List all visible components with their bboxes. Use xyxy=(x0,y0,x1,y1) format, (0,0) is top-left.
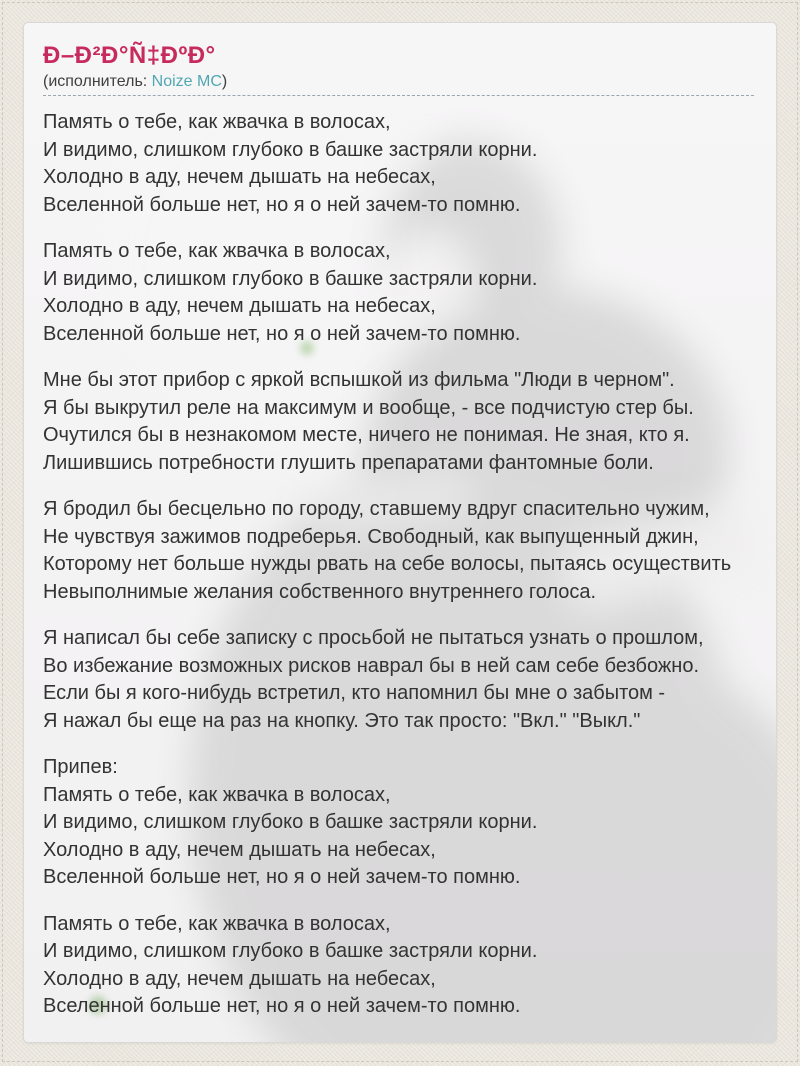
lyric-line: Я бродил бы бесцельно по городу, ставшему вдруг спасительно чужим, xyxy=(43,498,710,520)
lyric-stanza xyxy=(43,911,754,1021)
artist-link[interactable]: Noize MC xyxy=(151,73,222,90)
lyric-line: Если бы я кого-нибудь встретил, кто напомнил бы мне о забытом - xyxy=(43,682,666,704)
lyrics-card xyxy=(23,22,777,1043)
lyrics xyxy=(43,109,754,1021)
lyric-stanza xyxy=(43,754,754,892)
lyric-stanza xyxy=(43,496,754,606)
lyric-line: Память о тебе, как жвачка в волосах, xyxy=(43,912,391,935)
lyrics-content xyxy=(24,23,776,1021)
lyric-stanza xyxy=(43,238,754,348)
lyric-line: Холодно в аду, нечем дышать на небесах, xyxy=(43,838,436,861)
lyric-line: Холодно в аду, нечем дышать на небесах, xyxy=(43,295,436,317)
lyric-line: Вселенной больше нет, но я о ней зачем-то помню. xyxy=(43,322,521,345)
lyric-line: Мне бы этот прибор с яркой вспышкой из фильма "Люди в черном". xyxy=(43,369,675,391)
lyric-line: И видимо, слишком глубоко в башке застряли корни. xyxy=(43,138,538,161)
header-separator xyxy=(43,95,754,96)
lyric-line: Вселенной больше нет, но я о ней зачем-то помню. xyxy=(43,193,521,216)
lyric-line: Припев: xyxy=(43,756,118,778)
artist-line xyxy=(43,73,754,91)
lyric-line: Во избежание возможных рисков наврал бы в ней сам себе безбожно. xyxy=(43,654,699,677)
lyric-line: Очутился бы в незнакомом месте, ничего не понимая. Не зная, кто я. xyxy=(43,424,690,446)
lyric-line: Вселенной больше нет, но я о ней зачем-то помню. xyxy=(43,995,521,1017)
song-title: Ð–Ð²Ð°Ñ‡ÐºÐ° xyxy=(43,42,216,69)
lyric-line: Я нажал бы еще на раз на кнопку. Это так просто: "Вкл." "Выкл." xyxy=(43,709,641,732)
lyric-line: Я написал бы себе записку с просьбой не пытаться узнать о прошлом, xyxy=(43,627,704,649)
lyric-stanza xyxy=(43,367,754,477)
lyric-line: Вселенной больше нет, но я о ней зачем-то помню. xyxy=(43,866,521,888)
lyric-line: Холодно в аду, нечем дышать на небесах, xyxy=(43,967,436,990)
artist-label-prefix: (исполнитель: xyxy=(43,73,152,90)
lyric-line: Я бы выкрутил реле на максимум и вообще, - все подчистую стер бы. xyxy=(43,396,694,419)
lyric-stanza xyxy=(43,109,754,219)
lyric-line: И видимо, слишком глубоко в башке застряли корни. xyxy=(43,940,538,962)
artist-label-suffix: ) xyxy=(221,73,228,90)
lyric-line: Лишившись потребности глушить препаратами фантомные боли. xyxy=(43,451,654,474)
lyric-line: Невыполнимые желания собственного внутреннего голоса. xyxy=(43,580,597,603)
lyric-line: Которому нет больше нужды рвать на себе волосы, пытаясь осуществить xyxy=(43,553,732,575)
lyric-stanza xyxy=(43,625,754,735)
lyric-line: Память о тебе, как жвачка в волосах, xyxy=(43,783,391,806)
lyric-line: Память о тебе, как жвачка в волосах, xyxy=(43,111,391,133)
lyric-line: И видимо, слишком глубоко в башке застряли корни. xyxy=(43,811,538,833)
lyric-line: Холодно в аду, нечем дышать на небесах, xyxy=(43,166,436,188)
lyric-line: Память о тебе, как жвачка в волосах, xyxy=(43,240,391,262)
lyric-line: Не чувствуя зажимов подреберья. Свободный, как выпущенный джин, xyxy=(43,525,699,548)
lyric-line: И видимо, слишком глубоко в башке застряли корни. xyxy=(43,267,538,290)
